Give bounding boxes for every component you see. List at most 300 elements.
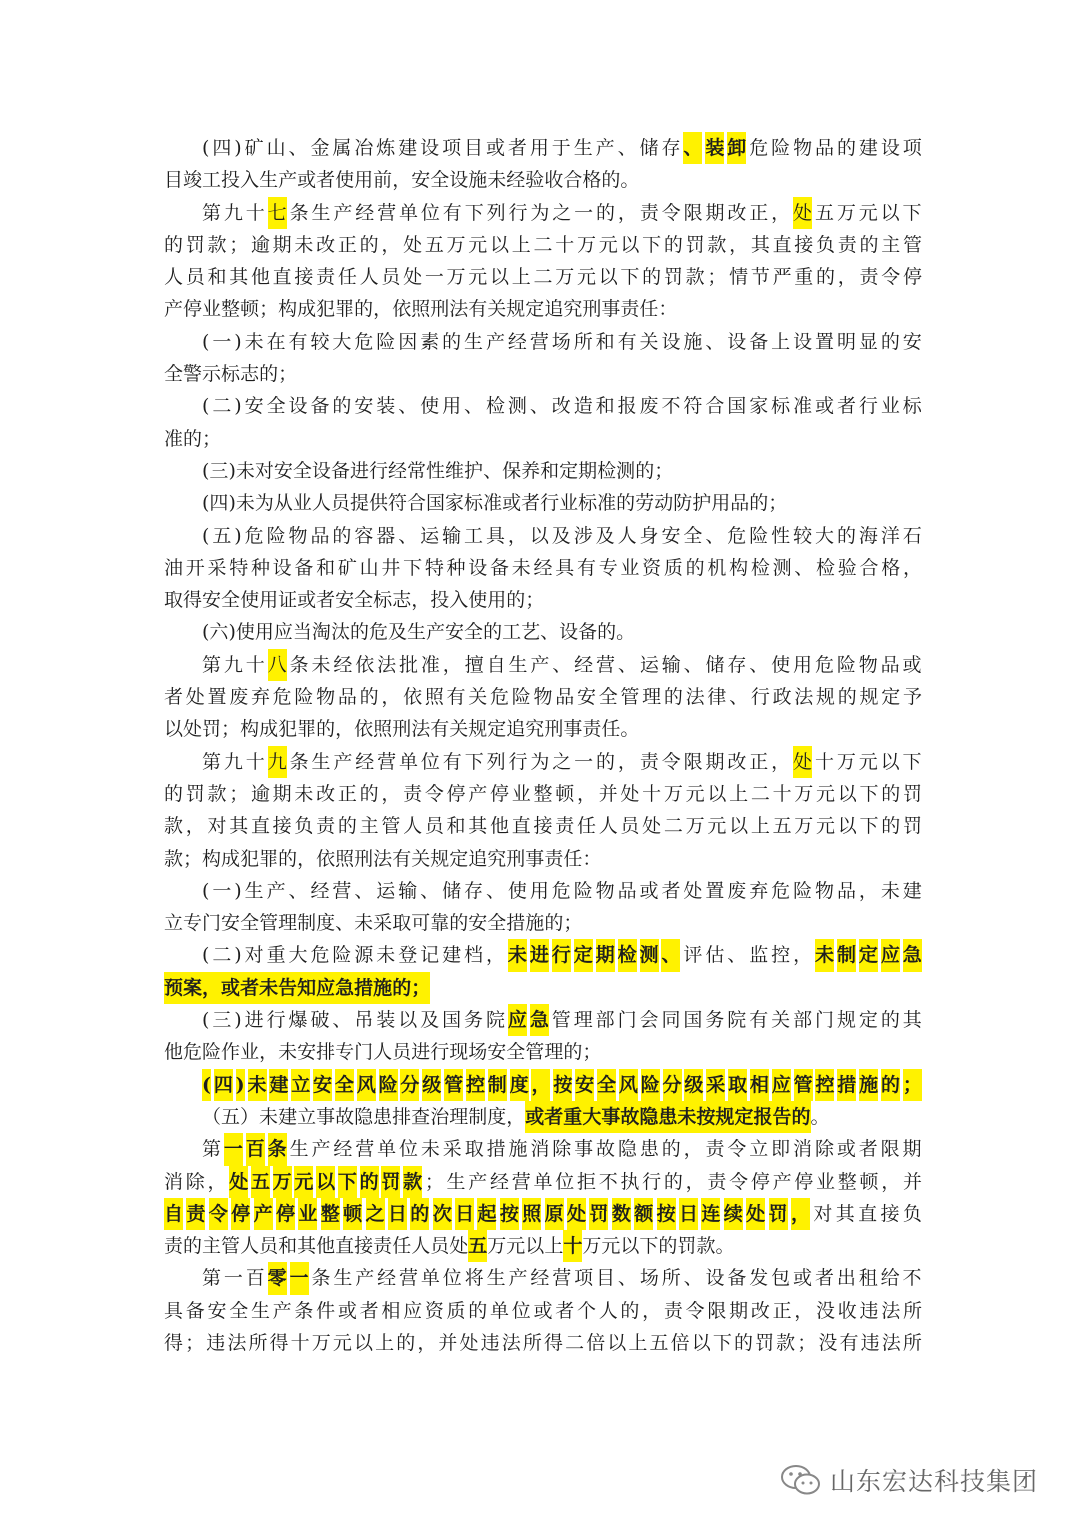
char: 未 <box>244 330 264 353</box>
char: 危 <box>490 686 510 709</box>
char: 正 <box>337 233 357 256</box>
char: 家 <box>749 395 769 418</box>
char: 危 <box>551 879 571 902</box>
char: 备 <box>578 621 598 644</box>
char: ； <box>221 718 241 741</box>
char: 安 <box>202 589 222 612</box>
char: ， <box>858 879 878 902</box>
char: 全 <box>221 589 241 612</box>
text-line <box>164 713 922 745</box>
char: 使 <box>507 879 527 902</box>
char: 危 <box>749 137 769 159</box>
char: 万 <box>794 815 814 838</box>
char: 全 <box>354 589 374 612</box>
char: 业 <box>292 492 312 515</box>
char: 成 <box>259 718 279 741</box>
char: 条 <box>289 653 309 676</box>
char: 给 <box>880 1267 900 1290</box>
char: 接 <box>294 266 314 289</box>
char: 建 <box>278 1105 298 1128</box>
highlighted-char: 应 <box>772 1069 791 1101</box>
char: 度 <box>487 1105 507 1128</box>
char: 以 <box>620 1235 640 1258</box>
char: 即 <box>771 1138 791 1161</box>
char: 的 <box>259 363 279 386</box>
char: 消 <box>793 1138 813 1161</box>
char: 改 <box>727 201 747 224</box>
text-line <box>164 875 922 907</box>
text-line <box>164 326 922 358</box>
char: 矿 <box>244 137 264 159</box>
char: 以 <box>837 815 857 838</box>
highlighted-char: 重 <box>563 1101 582 1133</box>
char: 犯 <box>240 847 260 870</box>
text-line <box>164 132 922 164</box>
char: 经 <box>506 169 526 192</box>
char: 的 <box>635 459 655 482</box>
char: 得 <box>164 1331 184 1354</box>
highlighted-char: ， <box>791 1198 810 1230</box>
highlighted-char: 应 <box>508 1004 527 1036</box>
char: 同 <box>661 1009 681 1032</box>
char: 建 <box>858 137 878 159</box>
char: 工 <box>202 169 222 192</box>
char: 人 <box>359 266 379 289</box>
text-line <box>164 616 922 648</box>
char: 的 <box>544 912 564 935</box>
highlighted-char: 风 <box>357 1069 376 1101</box>
text-line <box>164 1036 922 1068</box>
char: 主 <box>881 233 901 256</box>
char: 行 <box>540 492 560 515</box>
highlighted-char: 全 <box>335 1069 354 1101</box>
char: 专 <box>335 1041 355 1064</box>
char: 下 <box>464 750 484 773</box>
char: ， <box>392 169 412 192</box>
char: 十 <box>245 750 265 773</box>
char: 或 <box>502 492 522 515</box>
char: 准 <box>164 427 184 450</box>
char: 从 <box>273 492 293 515</box>
char: 示 <box>202 363 222 386</box>
char: 的 <box>164 782 184 805</box>
char: 、 <box>354 879 374 902</box>
char: 事 <box>563 718 583 741</box>
char: 井 <box>381 556 401 579</box>
char: 检 <box>597 459 617 482</box>
char: 使 <box>468 589 488 612</box>
char: 储 <box>442 879 462 902</box>
char: ， <box>442 653 462 676</box>
char: 罚 <box>185 233 205 256</box>
char: 险 <box>332 944 352 967</box>
char: 产 <box>595 137 615 159</box>
highlighted-char: 案 <box>183 972 202 1004</box>
char: 上 <box>511 266 531 289</box>
highlighted-char: 定 <box>734 1101 753 1133</box>
char: 管 <box>620 686 640 709</box>
char: 期 <box>272 233 292 256</box>
text-line <box>164 1295 922 1327</box>
highlighted-char: 停 <box>276 1198 295 1230</box>
char: 列 <box>486 201 506 224</box>
text-line <box>164 939 922 971</box>
char: 吊 <box>354 1009 374 1032</box>
char: 责 <box>316 266 336 289</box>
char: 未 <box>235 492 255 515</box>
char: 生 <box>311 201 331 224</box>
char: 以 <box>598 266 618 289</box>
char: 责 <box>620 298 640 321</box>
char: 经 <box>574 653 594 676</box>
char: 所 <box>522 1331 542 1354</box>
char: ， <box>683 1138 703 1161</box>
char: 营 <box>377 750 397 773</box>
char: 条 <box>289 201 309 224</box>
char: 汰 <box>330 621 350 644</box>
char: 刑 <box>582 298 602 321</box>
char: 营 <box>377 201 397 224</box>
char: 的 <box>183 427 203 450</box>
char: 刑 <box>506 847 526 870</box>
char: 靠 <box>430 912 450 935</box>
char: 下 <box>902 201 922 224</box>
char: 进 <box>411 1041 431 1064</box>
char: 接 <box>880 1202 900 1225</box>
char: 整 <box>221 298 241 321</box>
char: 停 <box>183 298 203 321</box>
char: 一 <box>212 330 232 353</box>
char: 元 <box>858 201 878 224</box>
char: 定 <box>881 686 901 709</box>
char: 产 <box>355 1267 375 1290</box>
char: 物 <box>858 653 878 676</box>
char: 直 <box>250 815 270 838</box>
char: 政 <box>772 686 792 709</box>
char: 其 <box>297 1235 317 1258</box>
char: 第 <box>202 201 222 224</box>
highlighted-char: 按 <box>657 1198 676 1230</box>
char: 使 <box>335 169 355 192</box>
char: 规 <box>836 1009 856 1032</box>
char: 行 <box>368 459 388 482</box>
char: 二 <box>533 233 553 256</box>
char: 品 <box>815 137 835 159</box>
highlighted-char: 患 <box>658 1101 677 1133</box>
char: ( <box>202 524 210 547</box>
char: 予 <box>902 686 922 709</box>
char: 测 <box>772 556 792 579</box>
char: 品 <box>880 653 900 676</box>
char: 合 <box>563 169 583 192</box>
char: 正 <box>772 1299 792 1322</box>
char: 采 <box>207 556 227 579</box>
highlighted-char: 隐 <box>639 1101 658 1133</box>
char: 、 <box>288 137 308 159</box>
char: 接 <box>794 233 814 256</box>
char: 未 <box>259 1105 279 1128</box>
char: 劳 <box>635 492 655 515</box>
char: 以 <box>164 718 184 741</box>
char: 全 <box>430 169 450 192</box>
char: 准 <box>420 653 440 676</box>
char: 生 <box>446 1170 466 1193</box>
char: 产 <box>468 782 488 805</box>
char: 处 <box>403 266 423 289</box>
char: 款 <box>164 847 184 870</box>
char: 器 <box>376 524 396 547</box>
char: 国 <box>442 1009 462 1032</box>
char: 所 <box>248 1331 268 1354</box>
char: 九 <box>223 201 243 224</box>
char: 在 <box>266 330 286 353</box>
highlighted-char: 次 <box>433 1198 452 1230</box>
char: 追 <box>506 718 526 741</box>
char: 门 <box>815 1009 835 1032</box>
char: 对 <box>244 944 264 967</box>
char: 制 <box>468 1105 488 1128</box>
char: 条 <box>311 1267 331 1290</box>
highlighted-char: 应 <box>316 972 335 1004</box>
char: 产 <box>426 621 446 644</box>
char: 险 <box>511 686 531 709</box>
text-line <box>164 487 922 519</box>
char: 证 <box>278 589 298 612</box>
char: 、 <box>540 621 560 644</box>
char: 业 <box>511 782 531 805</box>
char: 经 <box>387 459 407 482</box>
char: 危 <box>727 524 747 547</box>
char: 装 <box>376 1009 396 1032</box>
char: 的 <box>733 1331 753 1354</box>
char: 及 <box>387 621 407 644</box>
char: 停 <box>902 266 922 289</box>
highlighted-char: ) <box>236 1069 245 1101</box>
char: 置 <box>815 330 835 353</box>
char: 依 <box>354 718 374 741</box>
char: 工 <box>464 524 484 547</box>
highlighted-char: 检 <box>618 939 637 971</box>
char: 罚 <box>677 1235 697 1258</box>
char: 事 <box>316 1105 336 1128</box>
char: 处 <box>449 1235 469 1258</box>
char: 性 <box>426 459 446 482</box>
char: 的 <box>183 1235 203 1258</box>
char: 石 <box>902 524 922 547</box>
text-line <box>164 455 922 487</box>
char: 依 <box>355 653 375 676</box>
char: 上 <box>771 330 791 353</box>
char: 责 <box>707 1170 727 1193</box>
char: 设 <box>311 459 331 482</box>
char: 场 <box>551 330 571 353</box>
char: 员 <box>620 815 640 838</box>
char: 废 <box>727 879 747 902</box>
char: 、 <box>617 137 637 159</box>
char: 所 <box>902 1299 922 1322</box>
char: ) <box>228 621 236 644</box>
char: 款 <box>685 266 705 289</box>
char: 万 <box>576 233 596 256</box>
char: 万 <box>794 782 814 805</box>
char: 备 <box>330 459 350 482</box>
char: 任 <box>563 847 583 870</box>
char: 警 <box>183 363 203 386</box>
highlighted-char: 处 <box>793 746 812 778</box>
char: 全 <box>487 912 507 935</box>
text-line <box>164 1166 922 1198</box>
char: 生 <box>573 137 593 159</box>
highlighted-char: ， <box>202 972 221 1004</box>
highlighted-char: 险 <box>379 1069 398 1101</box>
char: 直 <box>335 1235 355 1258</box>
char: 万 <box>311 1331 331 1354</box>
char: 者 <box>836 395 856 418</box>
char: 五 <box>424 233 444 256</box>
char: ) <box>234 944 242 967</box>
char: 险 <box>573 879 593 902</box>
char: 入 <box>449 589 469 612</box>
char: 追 <box>468 847 488 870</box>
char: 性 <box>771 524 791 547</box>
char: 责 <box>582 718 602 741</box>
highlighted-char: 度 <box>510 1069 529 1101</box>
highlighted-char: 罚 <box>381 1166 400 1198</box>
char: 评 <box>683 944 703 967</box>
char: 二 <box>663 815 683 838</box>
char: 、 <box>705 524 725 547</box>
highlighted-char: ； <box>903 1069 922 1101</box>
char: 规 <box>859 686 879 709</box>
char: 淘 <box>311 621 331 644</box>
highlighted-char: 下 <box>338 1166 357 1198</box>
highlighted-char: 四 <box>214 1069 233 1101</box>
char: 具 <box>164 1299 184 1322</box>
text-line <box>164 584 922 616</box>
char: 和 <box>207 266 227 289</box>
char: 山 <box>266 137 286 159</box>
highlighted-char: 制 <box>488 1069 507 1101</box>
char: 的 <box>449 912 469 935</box>
char: 法 <box>373 847 393 870</box>
highlighted-char: 令 <box>209 1198 228 1230</box>
char: 有 <box>442 201 462 224</box>
char: 特 <box>424 556 444 579</box>
char: 产 <box>772 1170 792 1193</box>
char: 限 <box>683 201 703 224</box>
char: 产 <box>272 1299 292 1322</box>
char: 查 <box>411 1105 431 1128</box>
char: 全 <box>266 395 286 418</box>
highlighted-char: 连 <box>701 1198 720 1230</box>
highlighted-char: 急 <box>530 1004 549 1036</box>
char: 照 <box>411 298 431 321</box>
char: 艺 <box>521 621 541 644</box>
char: 其 <box>229 815 249 838</box>
char: 设 <box>793 330 813 353</box>
char: 依 <box>403 686 423 709</box>
char: 其 <box>468 815 488 838</box>
char: 品 <box>730 492 750 515</box>
char: 万 <box>555 266 575 289</box>
char: ， <box>793 944 813 967</box>
char: 物 <box>595 879 615 902</box>
char: 投 <box>430 589 450 612</box>
char: 停 <box>750 1170 770 1193</box>
char: 二 <box>212 395 232 418</box>
char: ， <box>417 1331 437 1354</box>
char: 单 <box>377 1138 397 1161</box>
char: 限 <box>683 750 703 773</box>
char: 的 <box>642 266 662 289</box>
char: 或 <box>815 395 835 418</box>
char: ， <box>642 1299 662 1322</box>
char: 期 <box>729 1299 749 1322</box>
char: 十 <box>555 233 575 256</box>
char: 输 <box>398 879 418 902</box>
highlighted-char: 装 <box>705 132 724 164</box>
highlighted-char: 罚 <box>589 1198 608 1230</box>
text-line <box>164 681 922 713</box>
highlighted-char: ( <box>202 1069 211 1101</box>
char: 五 <box>649 1331 669 1354</box>
char: ； <box>525 589 545 612</box>
char: ； <box>183 847 203 870</box>
highlighted-char: 施 <box>373 972 392 1004</box>
highlighted-char: 日 <box>388 1198 407 1230</box>
char: 行 <box>858 395 878 418</box>
char: 三 <box>212 1009 232 1032</box>
char: 部 <box>595 1009 615 1032</box>
char: 用 <box>487 589 507 612</box>
char: 者 <box>814 1267 834 1290</box>
highlighted-char: 原 <box>545 1198 564 1230</box>
highlighted-char: 停 <box>231 1198 250 1230</box>
char: 一 <box>574 750 594 773</box>
char: 有 <box>576 556 596 579</box>
char: 可 <box>411 912 431 935</box>
char: 追 <box>544 298 564 321</box>
char: 排 <box>392 1105 412 1128</box>
char: 元 <box>685 782 705 805</box>
char: 万 <box>582 1235 602 1258</box>
char: 得 <box>183 589 203 612</box>
char: 元 <box>816 815 836 838</box>
highlighted-char: 九 <box>268 746 287 778</box>
char: 工 <box>502 621 522 644</box>
char: ， <box>771 201 791 224</box>
char: 二 <box>533 266 553 289</box>
char: 他 <box>490 815 510 838</box>
char: 档 <box>464 944 484 967</box>
char: 志 <box>392 589 412 612</box>
highlighted-char: 款 <box>403 1166 422 1198</box>
char: 令 <box>881 266 901 289</box>
char: 的 <box>506 589 526 612</box>
highlighted-char: 相 <box>750 1069 769 1101</box>
char: 的 <box>332 524 352 547</box>
char: 人 <box>164 266 184 289</box>
char: 直 <box>511 815 531 838</box>
char: 容 <box>354 524 374 547</box>
highlighted-char: 或 <box>525 1101 544 1133</box>
char: 、 <box>420 879 440 902</box>
char: 十 <box>245 653 265 676</box>
char: 标 <box>902 395 922 418</box>
char: 直 <box>858 1202 878 1225</box>
char: ， <box>617 750 637 773</box>
char: 人 <box>240 1235 260 1258</box>
